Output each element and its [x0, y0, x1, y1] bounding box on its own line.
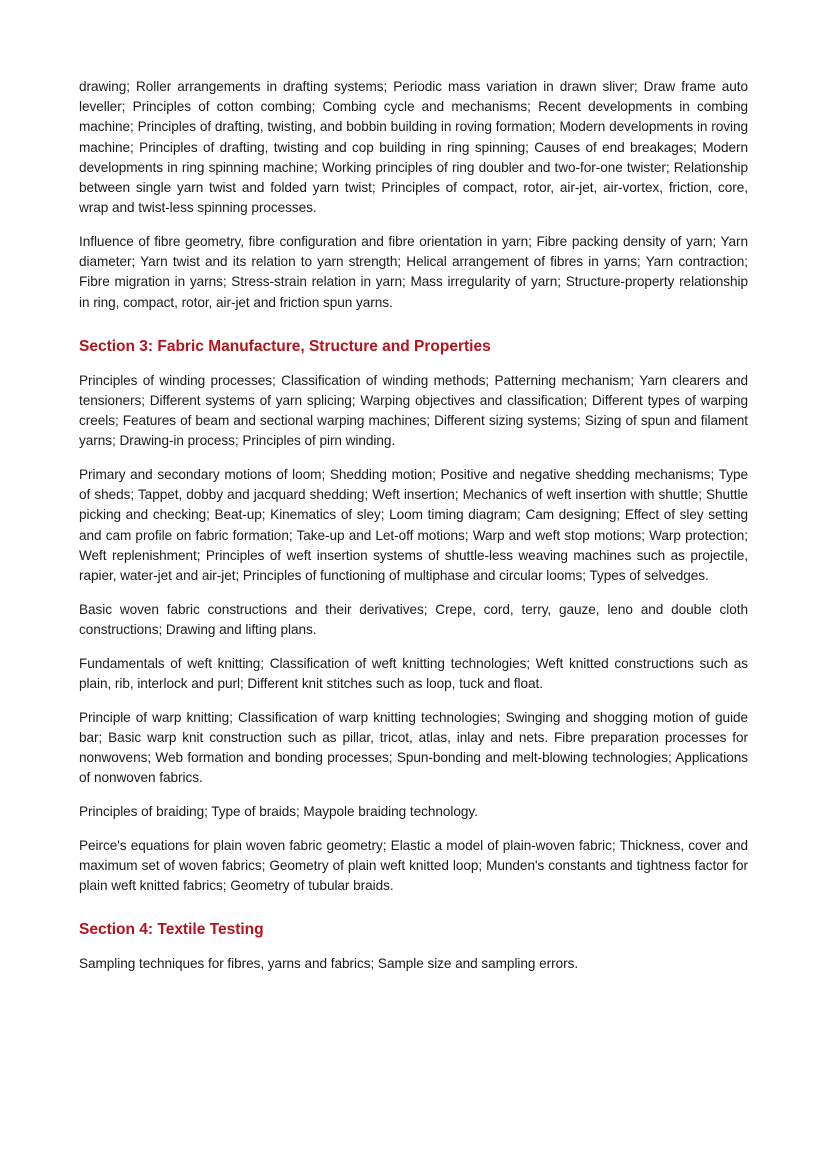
paragraph-warp-knitting-nonwovens: Principle of warp knitting; Classification of warp knitting technologies; Swinging and shogging motion of guide bar; Basic warp knit construction such as pillar, tricot, atlas, inlay and nets. Fibre preparation processes for nonwovens; Web formation and bonding processes; Spun-bonding and melt-blowing technologies; Applications of nonwoven fabrics. [79, 709, 748, 786]
document-page [79, 77, 748, 988]
section-heading: Section 4: Textile Testing [79, 921, 264, 939]
section-4 [79, 920, 748, 974]
paragraph-fabric-geometry: Peirce's equations for plain woven fabric geometry; Elastic a model of plain-woven fabric; Thickness, cover and maximum set of woven fabrics; Geometry of plain weft knitted loop; Munden's constants and tightness factor for plain weft knitted fabrics; Geometry of tubular braids. [79, 837, 748, 893]
paragraph-spinning-processes: drawing; Roller arrangements in drafting systems; Periodic mass variation in drawn sliver; Draw frame auto leveller; Principles of cotton combing; Combing cycle and mechanisms; Recent developments in combing machine; Principles of drafting, twisting, and bobbin building in roving formation; Modern developments in roving machine; Principles of drafting, twisting and cop building in ring spinning; Causes of end breakages; Modern developments in ring spinning machine; Working principles of ring doubler and two-for-one twister; Relationship between single yarn twist and folded yarn twist; Principles of compact, rotor, air-jet, air-vortex, friction, core, wrap and twist-less spinning processes. [79, 79, 748, 216]
paragraph-braiding: Principles of braiding; Type of braids; Maypole braiding technology. [79, 803, 478, 819]
paragraph-weft-knitting: Fundamentals of weft knitting; Classification of weft knitting technologies; Weft knitted constructions such as plain, rib, interlock and purl; Different knit stitches such as loop, tuck and float. [79, 655, 748, 691]
paragraph-winding-warping: Principles of winding processes; Classification of winding methods; Patterning mechanism; Yarn clearers and tensioners; Different systems of yarn splicing; Warping objectives and classification; Different types of warping creels; Features of beam and sectional warping machines; Different sizing systems; Sizing of spun and filament yarns; Drawing-in process; Principles of pirn winding. [79, 372, 748, 449]
paragraph-loom-motions: Primary and secondary motions of loom; Shedding motion; Positive and negative shedding mechanisms; Type of sheds; Tappet, dobby and jacquard shedding; Weft insertion; Mechanics of weft insertion with shuttle; Shuttle picking and checking; Beat-up; Kinematics of sley; Loom timing diagram; Cam designing; Effect of sley setting and cam profile on fabric formation; Take-up and Let-off motions; Warp and weft stop motions; Warp protection; Weft replenishment; Principles of weft insertion systems of shuttle-less weaving machines such as projectile, rapier, water-jet and air-jet; Principles of functioning of multiphase and circular looms; Types of selvedges. [79, 467, 748, 584]
section-3 [79, 337, 748, 896]
paragraph-sampling: Sampling techniques for fibres, yarns and fabrics; Sample size and sampling errors. [79, 956, 579, 972]
section-heading: Section 3: Fabric Manufacture, Structure and Properties [79, 337, 491, 355]
paragraph-woven-constructions: Basic woven fabric constructions and their derivatives; Crepe, cord, terry, gauze, leno and double cloth constructions; Drawing and lifting plans. [79, 601, 748, 637]
paragraph-yarn-structure: Influence of fibre geometry, fibre configuration and fibre orientation in yarn; Fibre packing density of yarn; Yarn diameter; Yarn twist and its relation to yarn strength; Helical arrangement of fibres in yarns; Yarn contraction; Fibre migration in yarns; Stress-strain relation in yarn; Mass irregularity of yarn; Structure-property relationship in ring, compact, rotor, air-jet and friction spun yarns. [79, 233, 748, 310]
